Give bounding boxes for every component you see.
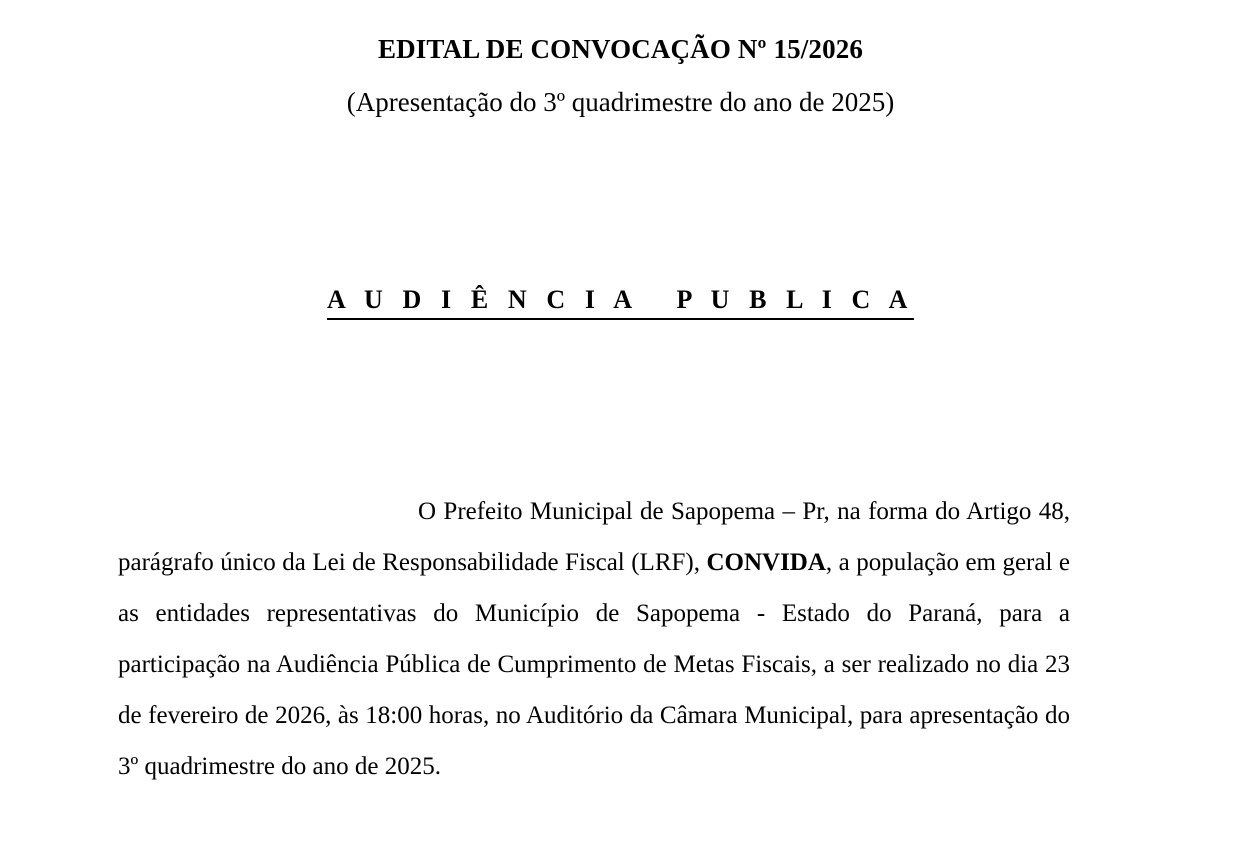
document-title: EDITAL DE CONVOCAÇÃO Nº 15/2026 (377, 34, 864, 64)
section-heading-audiencia-publica: A U D I Ê N C I A P U B L I C A (327, 284, 914, 320)
body-emphasis-convida: CONVIDA (706, 549, 826, 576)
body-text-block (118, 486, 1070, 792)
section-heading-container (0, 284, 1241, 320)
body-paragraph (118, 486, 1070, 792)
body-tail-text: , a população em geral e as entidades representativas do Município de Sapopema - Estado do Paraná, para a participação na Audiência Pública de Cumprimento de Metas Fiscais, a ser realizado no dia 23 de fevereiro de 2026, às 18:00 horas, no Auditório da Câmara Municipal, para apresentação do 3º quadrimestre do ano de 2025. (118, 549, 1070, 780)
document-subtitle: (Apresentação do 3º quadrimestre do ano de 2025) (346, 87, 895, 117)
body-lead-text: O Prefeito Municipal de Sapopema – Pr, na forma do Artigo 48, parágrafo único da Lei de Responsabilidade Fiscal (LRF), (118, 498, 1070, 576)
